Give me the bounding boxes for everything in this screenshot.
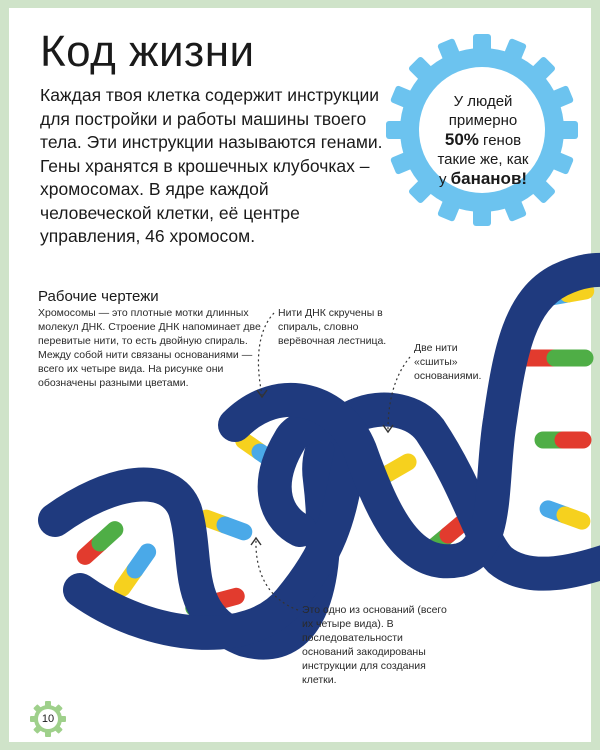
base-pair: [206, 518, 244, 532]
intro-text: Каждая твоя клетка содержит инструкции для постройки и работы машины твоего тела. Эти инструкции называются генами. Гены хранятся в крошечных клубочках – хромосомах. В ядре каждой человеческой клетки, её центре управления, 46 хромосом.: [40, 85, 383, 246]
base-pair: [548, 509, 582, 521]
base-pair: [85, 530, 115, 557]
fact-line-4: такие же, как: [437, 151, 529, 168]
base-pair: [122, 552, 147, 588]
section-paragraph: Хромосомы — это плотные мотки длинных молекул ДНК. Строение ДНК напоминает две перевитые нити, то есть двойную спираль. Между собой нити связаны основаниями — всего их четыре вида. На рисунке они обозначены разными цветами.: [38, 307, 261, 389]
page-title: Код жизни: [40, 27, 255, 76]
note-stitched: Две нити «сшиты» основаниями.: [414, 342, 482, 382]
fact-genes: генов: [478, 132, 522, 149]
page-number: 10: [41, 713, 55, 725]
fact-percent: 50%: [444, 130, 479, 149]
fact-line-2: примерно: [448, 112, 518, 129]
fact-line-1: У людей: [453, 93, 513, 110]
section-heading: Рабочие чертежи: [38, 288, 159, 305]
fact-bananas: бананов!: [450, 169, 528, 188]
note-base: Это одно из оснований (всего их четыре вида). В последовательности оснований закодированы инструкции для создания клетки.: [302, 604, 447, 686]
note-spiral: Нити ДНК скручены в спираль, словно верёвочная лестница.: [278, 307, 387, 347]
fact-prefix: у: [438, 171, 451, 188]
